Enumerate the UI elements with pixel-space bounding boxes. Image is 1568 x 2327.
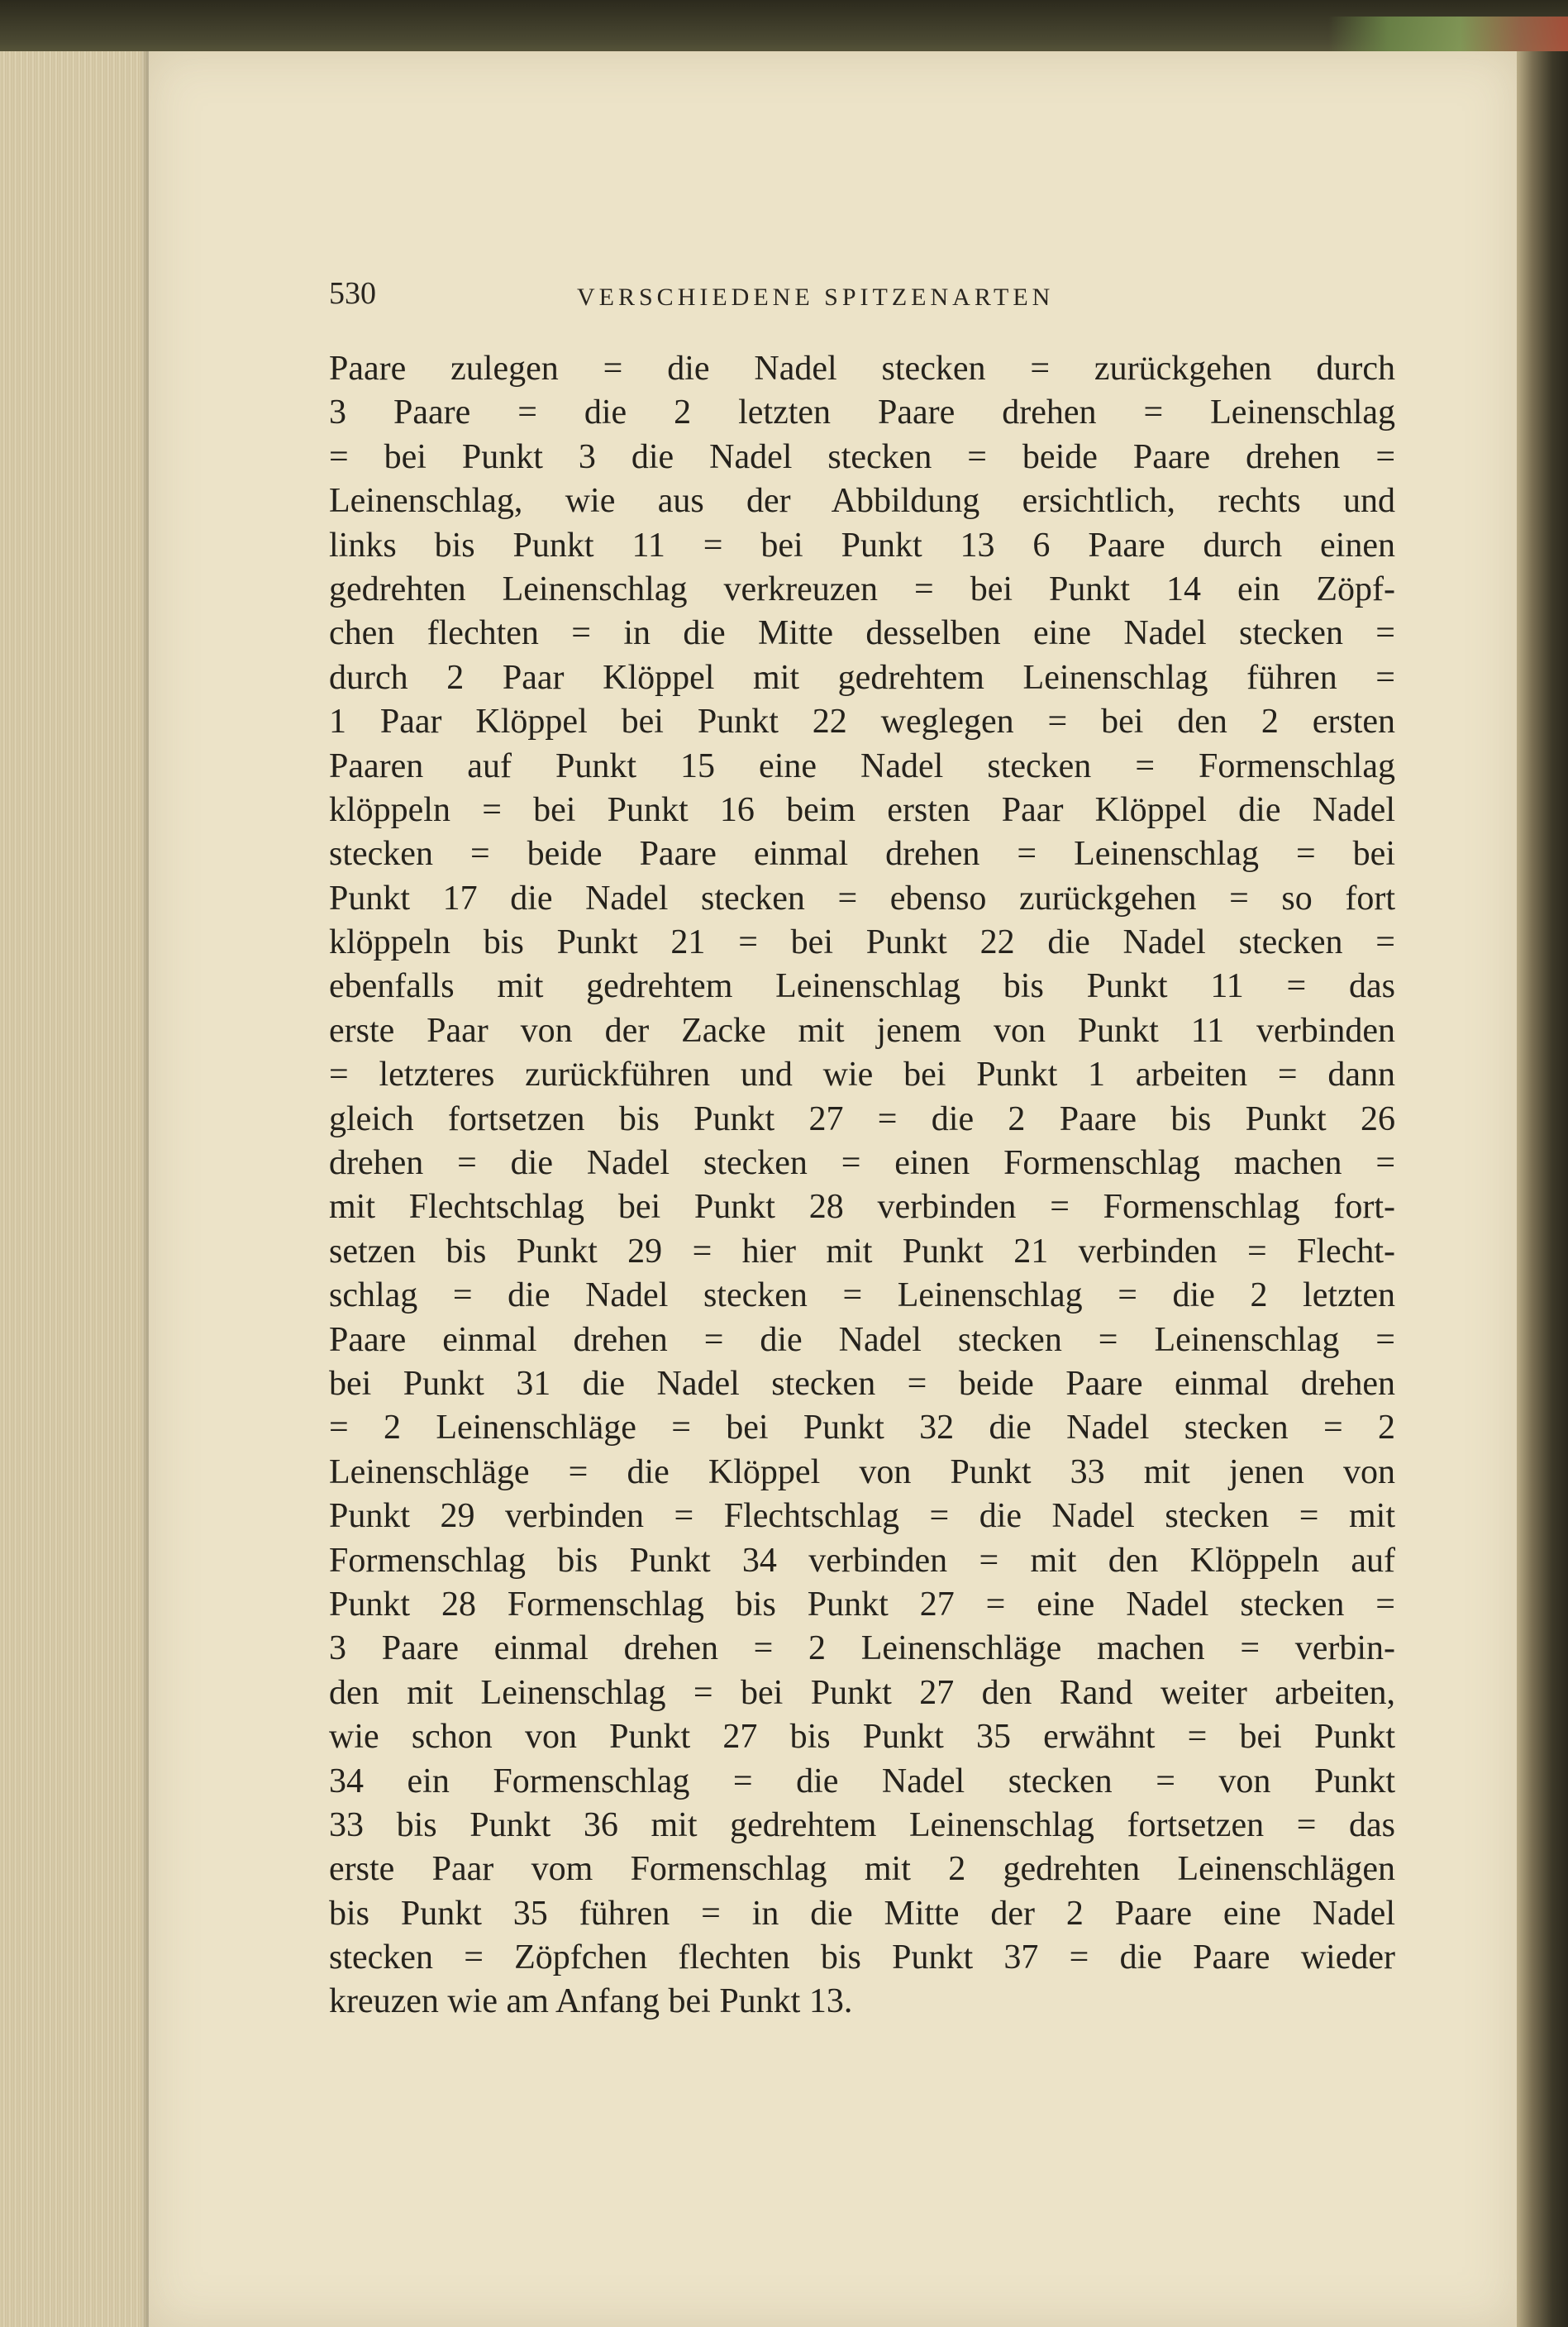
text-line: Formenschlag bis Punkt 34 verbinden = mit den Klöppeln auf — [329, 1541, 1395, 1580]
text-line: = letzteres zurückführen und wie bei Punkt 1 arbeiten = dann — [329, 1056, 1395, 1094]
text-line: setzen bis Punkt 29 = hier mit Punkt 21 verbinden = Flecht- — [329, 1232, 1395, 1271]
text-line: bis Punkt 35 führen = in die Mitte der 2 Paare eine Nadel — [329, 1894, 1395, 1933]
text-line: Punkt 17 die Nadel stecken = ebenso zurückgehen = so fort — [329, 879, 1395, 918]
book-gutter — [1517, 51, 1568, 2327]
text-line: Paaren auf Punkt 15 eine Nadel stecken = Formenschlag — [329, 746, 1395, 785]
text-line: Paare zulegen = die Nadel stecken = zurückgehen durch — [329, 350, 1395, 388]
text-line: wie schon von Punkt 27 bis Punkt 35 erwähnt = bei Punkt — [329, 1718, 1395, 1757]
text-line: = bei Punkt 3 die Nadel stecken = beide Paare drehen = — [329, 437, 1395, 476]
text-line: 3 Paare einmal drehen = 2 Leinenschläge machen = verbin- — [329, 1629, 1395, 1668]
text-line: gedrehten Leinenschlag verkreuzen = bei Punkt 14 ein Zöpf- — [329, 570, 1395, 608]
text-line: erste Paar von der Zacke mit jenem von Punkt 11 verbinden — [329, 1011, 1395, 1050]
running-title: VERSCHIEDENE SPITZENARTEN — [577, 284, 1055, 311]
text-line: 3 Paare = die 2 letzten Paare drehen = Leinenschlag — [329, 393, 1395, 432]
page-number: 530 — [329, 276, 376, 311]
text-line: drehen = die Nadel stecken = einen Formenschlag machen = — [329, 1144, 1395, 1183]
text-line: schlag = die Nadel stecken = Leinenschlag = die 2 letzten — [329, 1276, 1395, 1315]
text-line: Leinenschläge = die Klöppel von Punkt 33 mit jenen von — [329, 1452, 1395, 1491]
page-stack-edge — [0, 51, 149, 2327]
text-line: 34 ein Formenschlag = die Nadel stecken = von Punkt — [329, 1762, 1395, 1800]
text-line: klöppeln bis Punkt 21 = bei Punkt 22 die Nadel stecken = — [329, 923, 1395, 962]
text-line: = 2 Leinenschläge = bei Punkt 32 die Nadel stecken = 2 — [329, 1409, 1395, 1447]
text-line: klöppeln = bei Punkt 16 beim ersten Paar Klöppel die Nadel — [329, 790, 1395, 829]
text-line: 1 Paar Klöppel bei Punkt 22 weglegen = bei den 2 ersten — [329, 703, 1395, 741]
bookmark-ribbon — [1328, 17, 1568, 56]
text-line: Punkt 28 Formenschlag bis Punkt 27 = eine Nadel stecken = — [329, 1585, 1395, 1624]
running-head — [329, 275, 1420, 317]
text-line: mit Flechtschlag bei Punkt 28 verbinden = Formenschlag fort- — [329, 1188, 1395, 1227]
text-line: Paare einmal drehen = die Nadel stecken = Leinenschlag = — [329, 1320, 1395, 1359]
text-line: 33 bis Punkt 36 mit gedrehtem Leinenschlag fortsetzen = das — [329, 1805, 1395, 1844]
text-line: ebenfalls mit gedrehtem Leinenschlag bis Punkt 11 = das — [329, 967, 1395, 1006]
text-line: den mit Leinenschlag = bei Punkt 27 den Rand weiter arbeiten, — [329, 1673, 1395, 1712]
text-line: stecken = beide Paare einmal drehen = Leinenschlag = bei — [329, 835, 1395, 874]
text-line: bei Punkt 31 die Nadel stecken = beide Paare einmal drehen — [329, 1364, 1395, 1403]
text-line: Leinenschlag, wie aus der Abbildung ersichtlich, rechts und — [329, 482, 1395, 521]
text-line: links bis Punkt 11 = bei Punkt 13 6 Paare durch einen — [329, 526, 1395, 565]
text-line: stecken = Zöpfchen flechten bis Punkt 37 = die Paare wieder — [329, 1938, 1395, 1977]
text-line: erste Paar vom Formenschlag mit 2 gedrehten Leinenschlägen — [329, 1850, 1395, 1889]
text-line: gleich fortsetzen bis Punkt 27 = die 2 Paare bis Punkt 26 — [329, 1099, 1395, 1138]
body-text — [329, 347, 1395, 2024]
text-line: chen flechten = in die Mitte desselben eine Nadel stecken = — [329, 614, 1395, 653]
text-line: durch 2 Paar Klöppel mit gedrehtem Leinenschlag führen = — [329, 658, 1395, 697]
text-line: kreuzen wie am Anfang bei Punkt 13. — [329, 1982, 853, 2021]
text-line: Punkt 29 verbinden = Flechtschlag = die Nadel stecken = mit — [329, 1497, 1395, 1536]
